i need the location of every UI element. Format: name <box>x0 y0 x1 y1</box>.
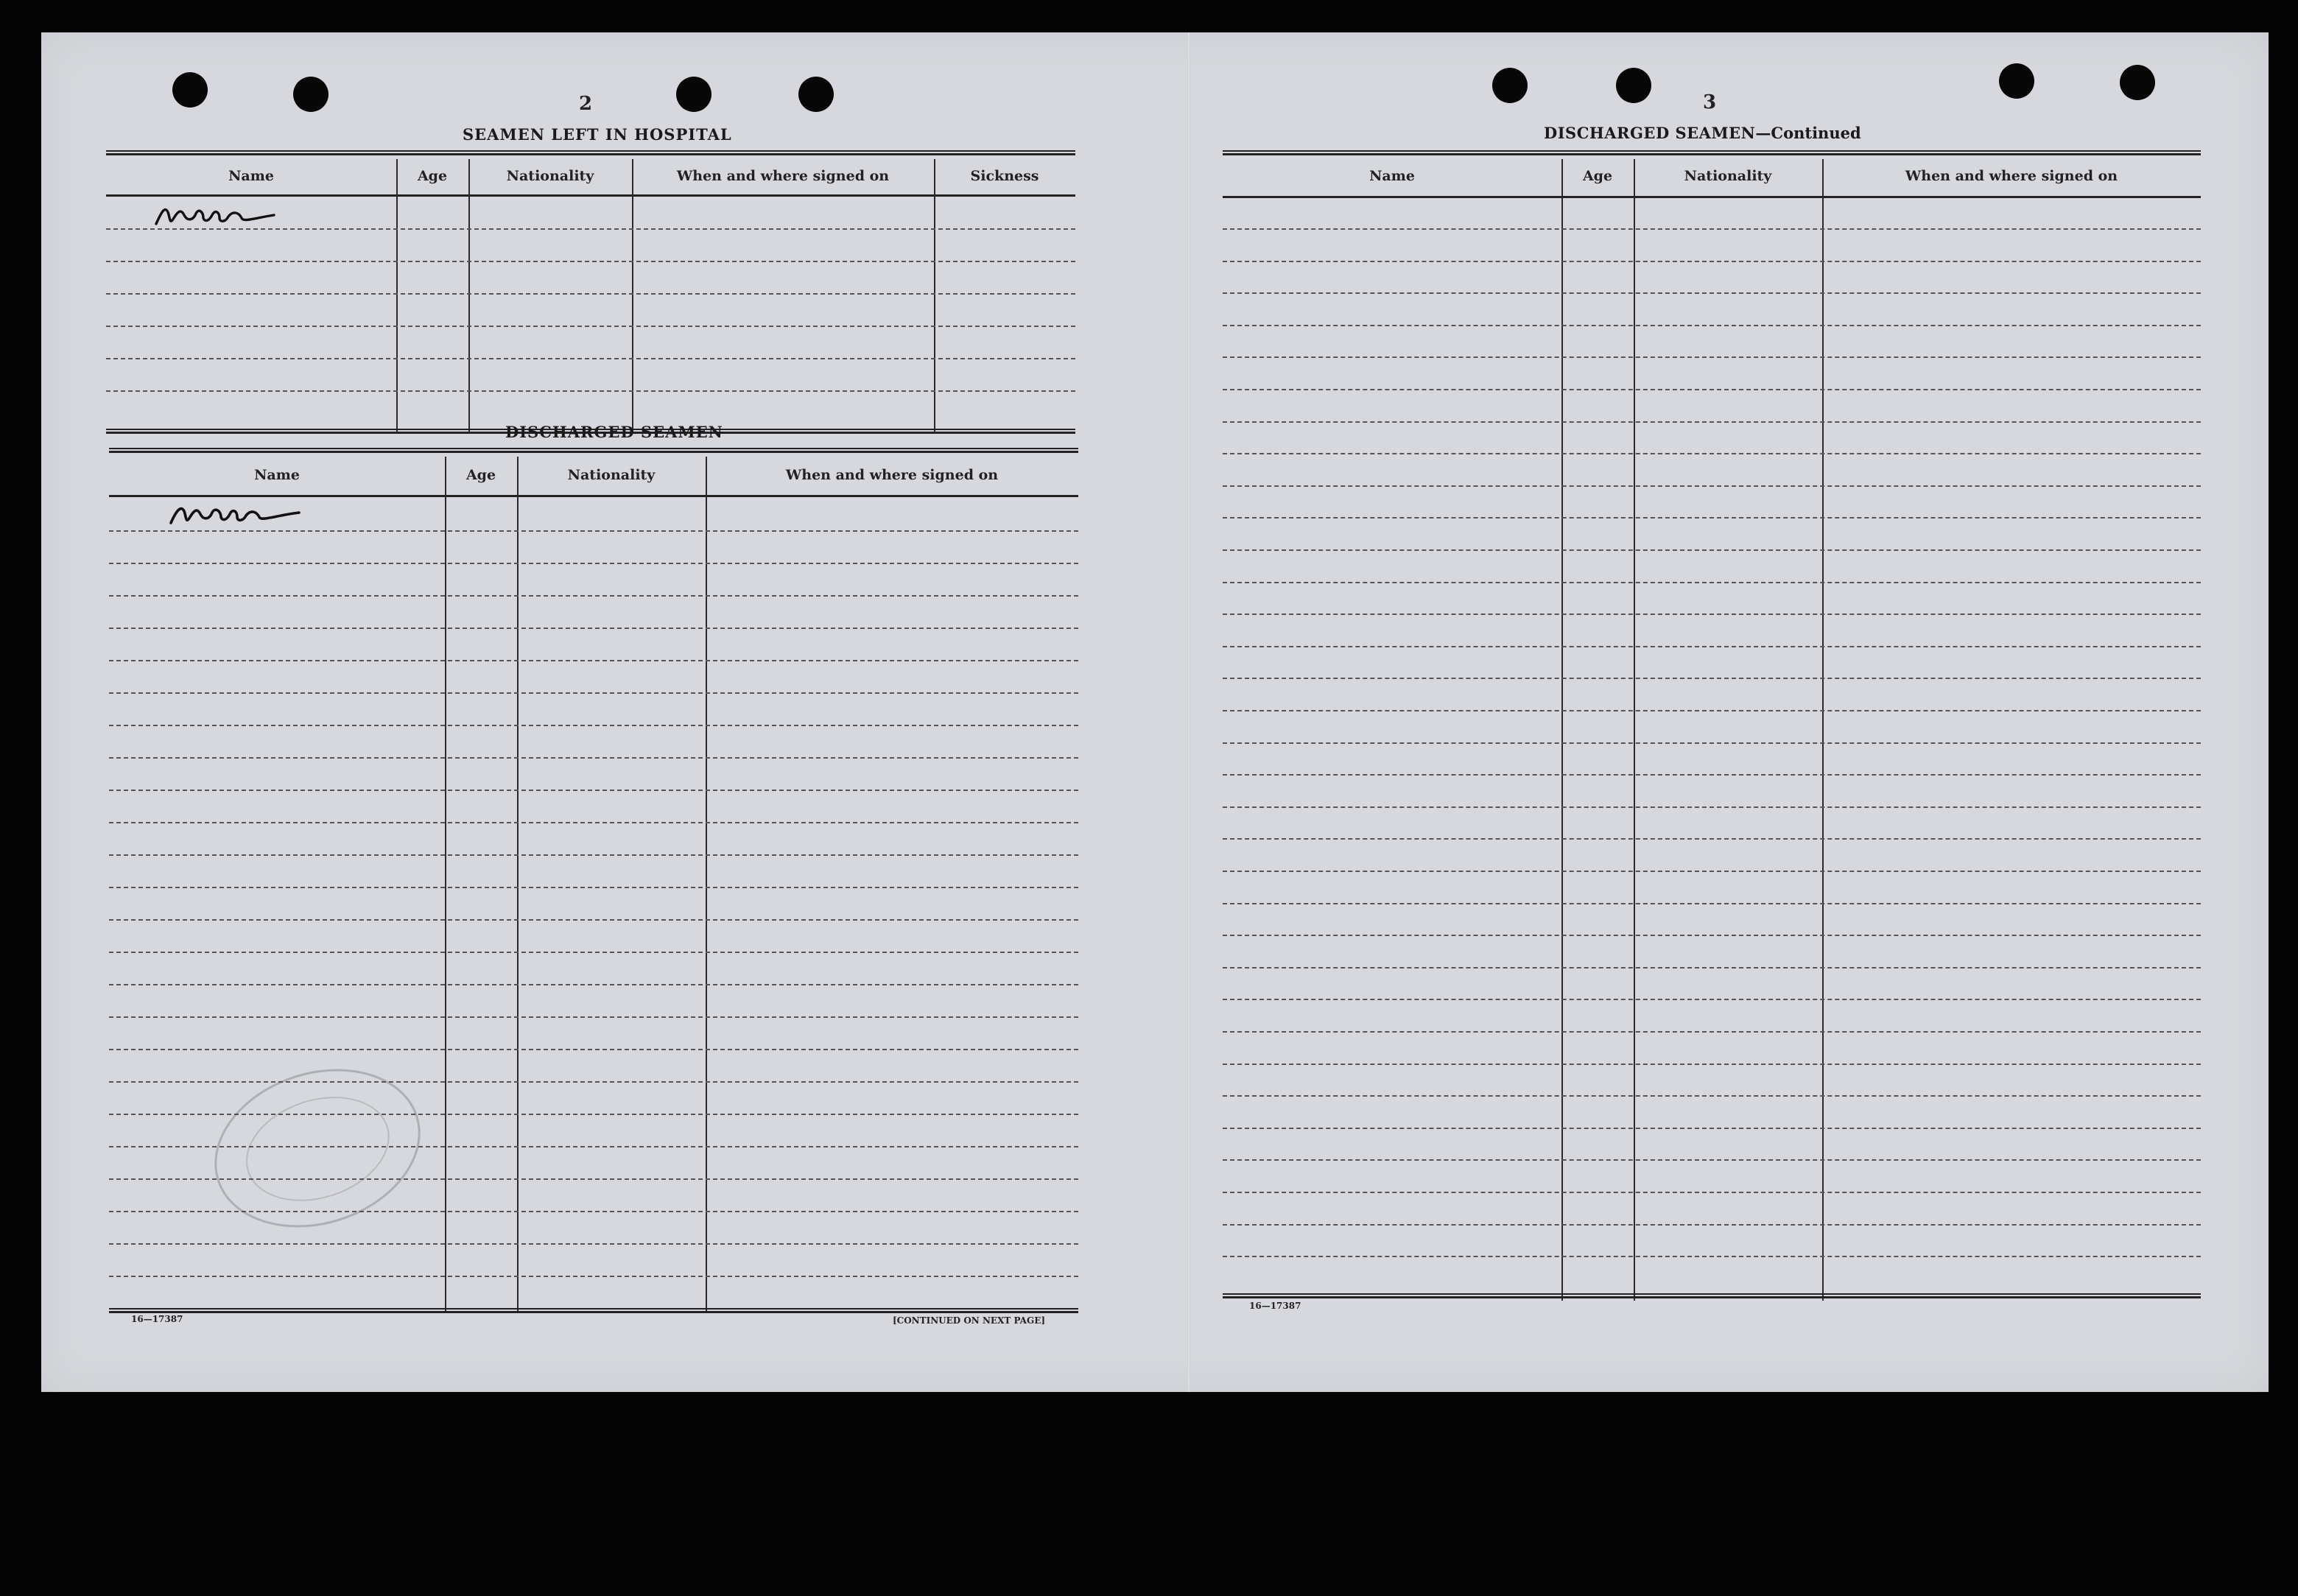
discharged-continued-title: DISCHARGED SEAMEN—Continued <box>1544 124 1861 142</box>
punch-hole <box>293 77 328 112</box>
column-header-signed-on: When and where signed on <box>676 168 890 184</box>
ruled-line <box>109 660 1078 661</box>
ruled-line <box>109 757 1078 759</box>
ruled-line <box>1223 1192 2201 1193</box>
punch-hole <box>172 72 208 108</box>
ruled-line <box>1223 1159 2201 1161</box>
ruled-line <box>1223 678 2201 679</box>
column-header-nationality: Nationality <box>567 467 656 483</box>
punch-hole <box>1616 68 1651 103</box>
ruled-line <box>109 1049 1078 1050</box>
ruled-line <box>1223 838 2201 840</box>
continued-note: [CONTINUED ON NEXT PAGE] <box>893 1315 1046 1326</box>
punch-hole <box>676 77 711 112</box>
ruled-line <box>109 1081 1078 1083</box>
column-header-sickness: Sickness <box>970 168 1039 184</box>
document-sheet <box>41 32 2269 1392</box>
ruled-line <box>109 822 1078 823</box>
ruled-line <box>1223 453 2201 454</box>
ruled-line <box>1223 935 2201 936</box>
ruled-line <box>109 692 1078 694</box>
ruled-line <box>1223 903 2201 904</box>
column-header-nationality: Nationality <box>1684 168 1772 184</box>
handwritten-none-hospital <box>152 196 277 233</box>
ruled-line <box>1223 1095 2201 1097</box>
ruled-line <box>109 854 1078 856</box>
ruled-line <box>1223 871 2201 872</box>
ruled-line <box>1223 774 2201 776</box>
ruled-line <box>109 984 1078 985</box>
ruled-line <box>1223 646 2201 647</box>
ruled-line <box>109 1243 1078 1245</box>
page-number: 2 <box>579 93 593 115</box>
page-number: 3 <box>1703 91 1717 113</box>
discharged-table-right <box>1223 150 2201 1329</box>
ruled-line <box>1223 967 2201 969</box>
form-number: 16—17387 <box>131 1314 183 1324</box>
column-header-name: Name <box>1369 168 1415 184</box>
ruled-line <box>1223 485 2201 487</box>
ruled-line <box>1223 1064 2201 1065</box>
ruled-line <box>109 530 1078 532</box>
ruled-line <box>1223 292 2201 294</box>
ruled-line <box>109 1276 1078 1277</box>
ruled-line <box>1223 1256 2201 1257</box>
ruled-line <box>1223 806 2201 808</box>
column-header-signed-on: When and where signed on <box>785 467 999 483</box>
punch-hole <box>2120 65 2155 100</box>
ruled-line <box>1223 710 2201 711</box>
ruled-line <box>1223 549 2201 551</box>
ruled-line <box>1223 1031 2201 1033</box>
ruled-line <box>1223 582 2201 583</box>
ruled-line <box>1223 1224 2201 1226</box>
ruled-line <box>109 790 1078 791</box>
ruled-line <box>109 887 1078 888</box>
punch-hole <box>1999 63 2034 99</box>
punch-hole <box>1492 68 1528 103</box>
ruled-line <box>1223 1128 2201 1129</box>
ruled-line <box>109 725 1078 726</box>
ruled-line <box>109 952 1078 953</box>
ruled-line <box>1223 261 2201 262</box>
ruled-line <box>1223 614 2201 615</box>
ruled-line <box>1223 421 2201 423</box>
ruled-line <box>109 919 1078 921</box>
column-header-name: Name <box>228 168 274 184</box>
ruled-line <box>1223 228 2201 230</box>
ruled-line <box>109 1016 1078 1018</box>
ruled-line <box>109 627 1078 629</box>
ruled-line <box>109 595 1078 597</box>
discharged-section-title: DISCHARGED SEAMEN <box>505 423 723 441</box>
column-header-nationality: Nationality <box>506 168 594 184</box>
column-header-signed-on: When and where signed on <box>1905 168 2118 184</box>
hospital-section-title: SEAMEN LEFT IN HOSPITAL <box>463 125 732 144</box>
ruled-line <box>1223 389 2201 390</box>
column-header-age: Age <box>465 467 496 483</box>
ruled-line <box>1223 325 2201 326</box>
center-fold <box>1187 32 1190 1392</box>
ruled-line <box>109 563 1078 564</box>
handwritten-none-discharged <box>165 493 305 530</box>
column-header-age: Age <box>417 168 448 184</box>
ruled-line <box>1223 356 2201 358</box>
ruled-line <box>1223 742 2201 744</box>
ruled-line <box>1223 517 2201 518</box>
column-header-age: Age <box>1582 168 1613 184</box>
column-header-name: Name <box>254 467 300 483</box>
punch-hole <box>798 77 834 112</box>
ruled-line <box>1223 999 2201 1000</box>
hospital-table <box>106 150 1075 435</box>
form-number: 16—17387 <box>1249 1301 1301 1311</box>
